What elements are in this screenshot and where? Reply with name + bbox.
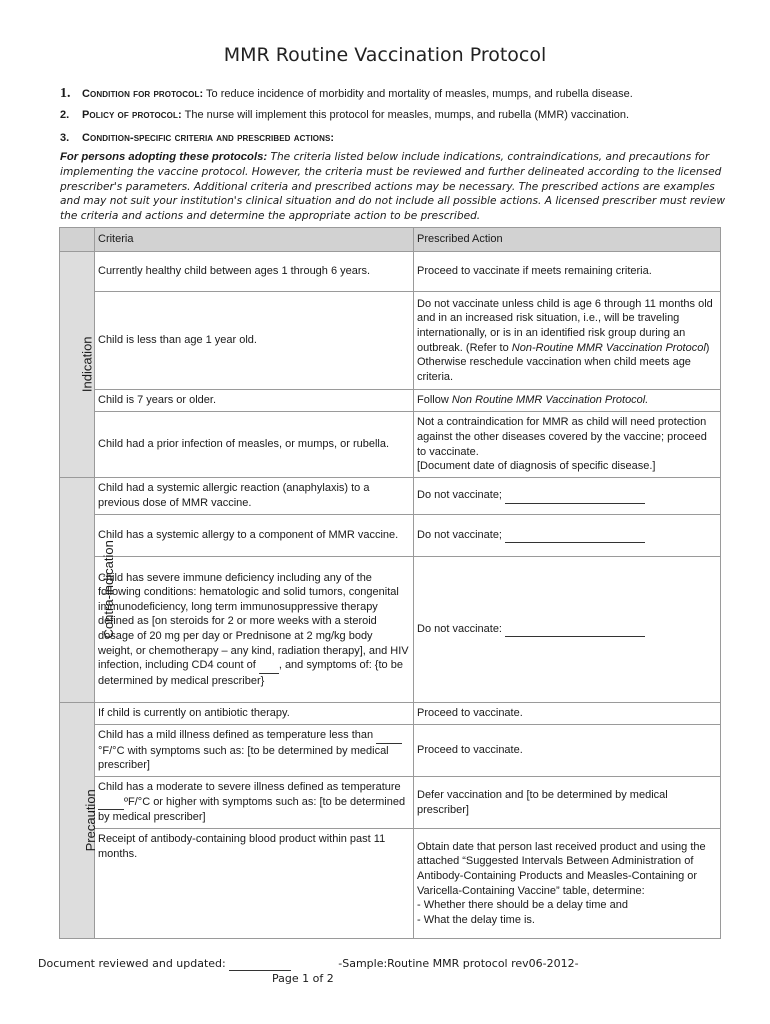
criteria-cell: Child is 7 years or older. <box>95 390 414 412</box>
header-blank-cell <box>60 228 95 252</box>
page-number: Page 1 of 2 <box>272 972 334 985</box>
footer-line <box>38 957 579 971</box>
table-row <box>60 478 721 515</box>
action-cell: Do not vaccinate unless child is age 6 through 11 months old and in an increased risk situation, i.e., will be traveling internationally, or is in an identified risk group during an outbreak. (Refer to Non-Routine MMR Vaccination Protocol) Otherwise reschedule vaccination when child meets age criteria. <box>414 292 721 390</box>
table-row <box>60 557 721 703</box>
criteria-cell: Currently healthy child between ages 1 through 6 years. <box>95 252 414 292</box>
section-number: 1. <box>60 86 71 101</box>
criteria-cell: Child had a prior infection of measles, or mumps, or rubella. <box>95 412 414 478</box>
footer-sample-text: -Sample:Routine MMR protocol rev06-2012- <box>338 957 579 970</box>
table-row <box>60 292 721 390</box>
section-heading: Condition-specific criteria and prescribed actions: <box>82 132 335 144</box>
criteria-cell: Child has severe immune deficiency including any of the following conditions: hematologic and solid tumors, congenital immunodeficiency, long term immunosuppressive therapy defined as [on steroids for 2 or more weeks with a steroid dosage of 20 mg per day or Prednisone at 2 mg/kg body weight, or chemotherapy – any kind, radiation therapy], and HIV infection, including CD4 count of , and symptoms of: {to be determined by medical prescriber} <box>95 557 414 703</box>
criteria-cell: Receipt of antibody-containing blood product within past 11 months. <box>95 829 414 939</box>
table-row <box>60 252 721 292</box>
criteria-cell: Child had a systemic allergic reaction (anaphylaxis) to a previous dose of MMR vaccine. <box>95 478 414 515</box>
header-action: Prescribed Action <box>414 228 721 252</box>
criteria-cell: Child has a mild illness defined as temperature less than °F/°C with symptoms such as: [to be determined by medical prescriber] <box>95 725 414 777</box>
table-row <box>60 829 721 939</box>
table-row <box>60 390 721 412</box>
action-cell: Follow Non Routine MMR Vaccination Protocol. <box>414 390 721 412</box>
table-row <box>60 703 721 725</box>
criteria-cell: Child is less than age 1 year old. <box>95 292 414 390</box>
action-cell: Do not vaccinate; <box>414 478 721 515</box>
action-cell: Defer vaccination and [to be determined by medical prescriber] <box>414 777 721 829</box>
action-cell: Not a contraindication for MMR as child will need protection against the other diseases covered by the vaccine; proceed to vaccinate. [Document date of diagnosis of specific disease.] <box>414 412 721 478</box>
category-precaution: Precaution <box>60 703 95 939</box>
section-text: The nurse will implement this protocol for measles, mumps, and rubella (MMR) vaccination. <box>181 109 630 121</box>
page-title: MMR Routine Vaccination Protocol <box>223 44 547 66</box>
criteria-table <box>59 227 721 939</box>
criteria-cell: Child has a systemic allergy to a component of MMR vaccine. <box>95 515 414 557</box>
table-row <box>60 725 721 777</box>
intro-paragraph <box>60 150 735 224</box>
table-row <box>60 412 721 478</box>
fill-in-blank[interactable] <box>376 728 402 744</box>
fill-in-blank[interactable] <box>505 622 645 638</box>
action-cell: Obtain date that person last received product and using the attached “Suggested Intervals Between Administration of Antibody-Containing Products and Measles-Containing or Varicella-Containing Vaccine” table, determine: - Whether there should be a delay time and - What the delay time is. <box>414 829 721 939</box>
footer-date-blank[interactable] <box>229 957 291 971</box>
table-row <box>60 777 721 829</box>
section-1 <box>60 86 633 102</box>
action-cell: Proceed to vaccinate if meets remaining criteria. <box>414 252 721 292</box>
section-heading: Condition for protocol: <box>82 88 204 100</box>
category-indication: Indication <box>60 252 95 478</box>
footer-reviewed-label: Document reviewed and updated: <box>38 957 230 970</box>
section-text: To reduce incidence of morbidity and mortality of measles, mumps, and rubella disease. <box>203 88 633 100</box>
table-header-row <box>60 228 721 252</box>
criteria-cell: Child has a moderate to severe illness defined as temperature ºF/°C or higher with symptoms such as: [to be determined by medical prescriber] <box>95 777 414 829</box>
action-cell: Proceed to vaccinate. <box>414 703 721 725</box>
action-cell: Do not vaccinate; <box>414 515 721 557</box>
fill-in-blank[interactable] <box>98 795 124 811</box>
action-cell: Proceed to vaccinate. <box>414 725 721 777</box>
action-cell: Do not vaccinate: <box>414 557 721 703</box>
table-row <box>60 515 721 557</box>
section-number: 2. <box>60 109 70 121</box>
section-heading: Policy of protocol: <box>82 109 182 121</box>
section-2 <box>60 109 629 121</box>
fill-in-blank[interactable] <box>505 488 645 504</box>
criteria-cell: If child is currently on antibiotic therapy. <box>95 703 414 725</box>
fill-in-blank[interactable] <box>505 528 645 544</box>
header-criteria: Criteria <box>95 228 414 252</box>
section-number: 3. <box>60 132 70 144</box>
intro-lead: For persons adopting these protocols: <box>60 151 268 163</box>
section-3 <box>60 132 334 144</box>
fill-in-blank[interactable] <box>259 658 279 674</box>
intro-body: The criteria listed below include indications, contraindications, and precautions for implementing the vaccine protocol. However, the criteria must be reviewed and further delineated according to the licensed prescriber's parameters. Additional criteria and prescribed actions may be necessary. The prescribed actions are examples and may not suit your institution's clinical situation and do not include all possible actions. A licensed prescriber must review the criteria and actions and determine the appropriate action to be prescribed. <box>60 151 725 223</box>
category-contra-indication: Contra-indication <box>60 478 95 703</box>
